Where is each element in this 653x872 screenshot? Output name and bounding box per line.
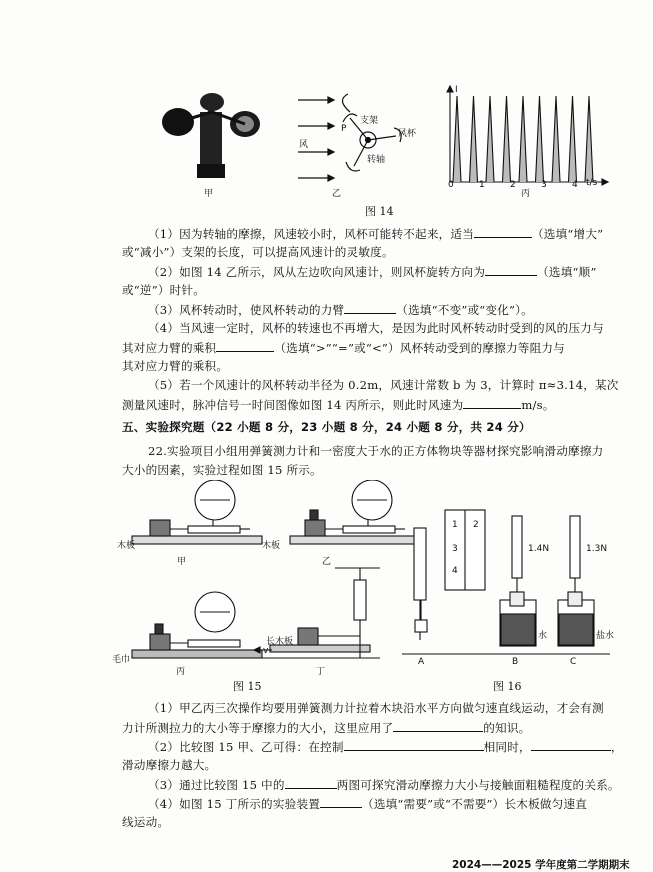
- s4-line2: 线运动。: [122, 815, 170, 829]
- fig15-ding: 丁: [316, 667, 326, 677]
- q22-line1: 22.实验项目小组用弹簧测力计和一密度大于水的正方体物块等器材探究影响滑动摩擦力: [148, 444, 604, 458]
- q4-line2: 其对应力臂的乘积 （选填“>”“=”或“<”）风杯转动受到的摩擦力等阻力与: [122, 338, 632, 358]
- pulse-spike: [536, 96, 544, 182]
- pulse-spike: [552, 96, 560, 182]
- figure-16-setups: [402, 510, 610, 654]
- fig16-force-2: 1.3N: [586, 544, 608, 554]
- pulse-spike: [453, 96, 461, 182]
- figure-15-16: [110, 480, 635, 690]
- fig15-caption: 图 15: [233, 680, 262, 693]
- q4-line3: 其对应力臂的乘积。: [122, 359, 229, 373]
- axis-t-label: t/s: [586, 178, 598, 188]
- fig15-long-board: 长木板: [266, 637, 294, 647]
- fig16-scale-1: 1: [452, 520, 458, 530]
- shaft-label: 转轴: [367, 155, 386, 165]
- q4-line1: （4）当风速一定时，风杯的转速也不再增大，是因为此时风杯转动时受到的风的压力与: [148, 321, 604, 335]
- bracket-label: 支架: [360, 116, 379, 126]
- q22-line2: 大小的因素，实验过程如图 15 所示。: [122, 463, 322, 477]
- q3-line1: （3）风杯转动时，使风杯转动的力臂 （选填“不变”或“变化”）。: [122, 300, 632, 320]
- fig16-B: B: [512, 657, 519, 667]
- section-5-heading: 五、实验探究题（22 小题 8 分，23 小题 8 分，24 小题 8 分，共 24 分）: [122, 420, 531, 434]
- q2-line1: （2）如图 14 乙所示，风从左边吹向风速计，则风杯旋转方向为 （选填“顺”: [122, 262, 632, 282]
- p-label: P: [341, 124, 347, 134]
- fig15-yi: 乙: [322, 557, 332, 567]
- fig14-label-a: 甲: [204, 189, 214, 199]
- setup-jia: [132, 480, 262, 544]
- tick-3: 3: [541, 180, 547, 190]
- pulse-spike: [569, 96, 577, 182]
- pulse-spike: [585, 96, 593, 182]
- setup-yi: [290, 480, 420, 544]
- fig16-C: C: [570, 657, 577, 667]
- tick-2: 2: [510, 180, 516, 190]
- q5-line1: （5）若一个风速计的风杯转动半径为 0.2m，风速计常数 b 为 3，计算时 π≈3.14，某次: [148, 378, 619, 392]
- fig16-salt-water: 盐水: [596, 631, 615, 641]
- q1-line2: 或“减小”）支架的长度，可以提高风速计的灵敏度。: [122, 245, 394, 259]
- tick-4: 4: [572, 180, 578, 190]
- s2-line1: （2）比较图 15 甲、乙可得：在控制 相同时， ，: [122, 737, 632, 757]
- s2-line2: 滑动摩擦力越大。: [122, 758, 217, 772]
- page-footer: 2024——2025 学年度第二学期期末: [452, 859, 630, 871]
- tick-1: 1: [479, 180, 485, 190]
- fig15-v: v: [263, 646, 269, 656]
- s3-line1: （3）通过比较图 15 中的 两图可探究滑动摩擦力大小与接触面粗糙程度的关系。: [122, 775, 632, 795]
- fig14-label-b: 乙: [332, 189, 342, 199]
- fig16-caption: 图 16: [493, 680, 522, 693]
- fig16-scale-4: 4: [452, 566, 458, 576]
- cup-label: 风杯: [398, 129, 417, 139]
- s1-line1: （1）甲乙丙三次操作均要用弹簧测力计拉着木块沿水平方向做匀速直线运动，才会有测: [148, 701, 604, 715]
- fig16-water: 水: [538, 631, 548, 641]
- q5-line2: 测量风速时，脉冲信号一时间图像如图 14 丙所示，则此时风速为 m/s。: [122, 395, 632, 415]
- fig14-label-c: 丙: [521, 189, 531, 199]
- fig15-bing: 丙: [176, 667, 186, 677]
- s4-line1: （4）如图 15 丁所示的实验装置 （选填“需要”或“不需要”）长木板做匀速直: [122, 794, 632, 814]
- pulse-spike: [470, 96, 478, 182]
- s1-line2: 力计所测拉力的大小等于摩擦力的大小，这里应用了 的知识。: [122, 718, 632, 738]
- q2-line2: 或“逆”）时针。: [122, 283, 206, 297]
- fig16-force-1: 1.4N: [528, 544, 550, 554]
- pulse-spike: [486, 96, 494, 182]
- anemometer-photo: [162, 93, 260, 178]
- fig15-towel: 毛巾: [112, 655, 131, 665]
- q1-line1: （1）因为转轴的摩擦，风速较小时，风杯可能转不起来，适当 （选填“增大”: [122, 224, 632, 244]
- fig15-jia: 甲: [177, 557, 187, 567]
- setup-bing: [132, 592, 262, 658]
- fig16-A: A: [418, 657, 425, 667]
- fig15-board-yi: 木板: [262, 541, 281, 551]
- wind-cup-diagram: [298, 94, 401, 181]
- pulse-graph: [447, 86, 608, 185]
- fig16-scale-2: 2: [473, 520, 479, 530]
- fig14-caption: 图 14: [365, 205, 394, 218]
- pulse-spike: [519, 96, 527, 182]
- fig16-scale-3: 3: [452, 544, 458, 554]
- fig15-board-jia: 木板: [117, 541, 136, 551]
- tick-0: 0: [448, 180, 454, 190]
- wind-label: 风: [299, 140, 309, 150]
- axis-i-label: I: [455, 85, 458, 95]
- pulse-spike: [503, 96, 511, 182]
